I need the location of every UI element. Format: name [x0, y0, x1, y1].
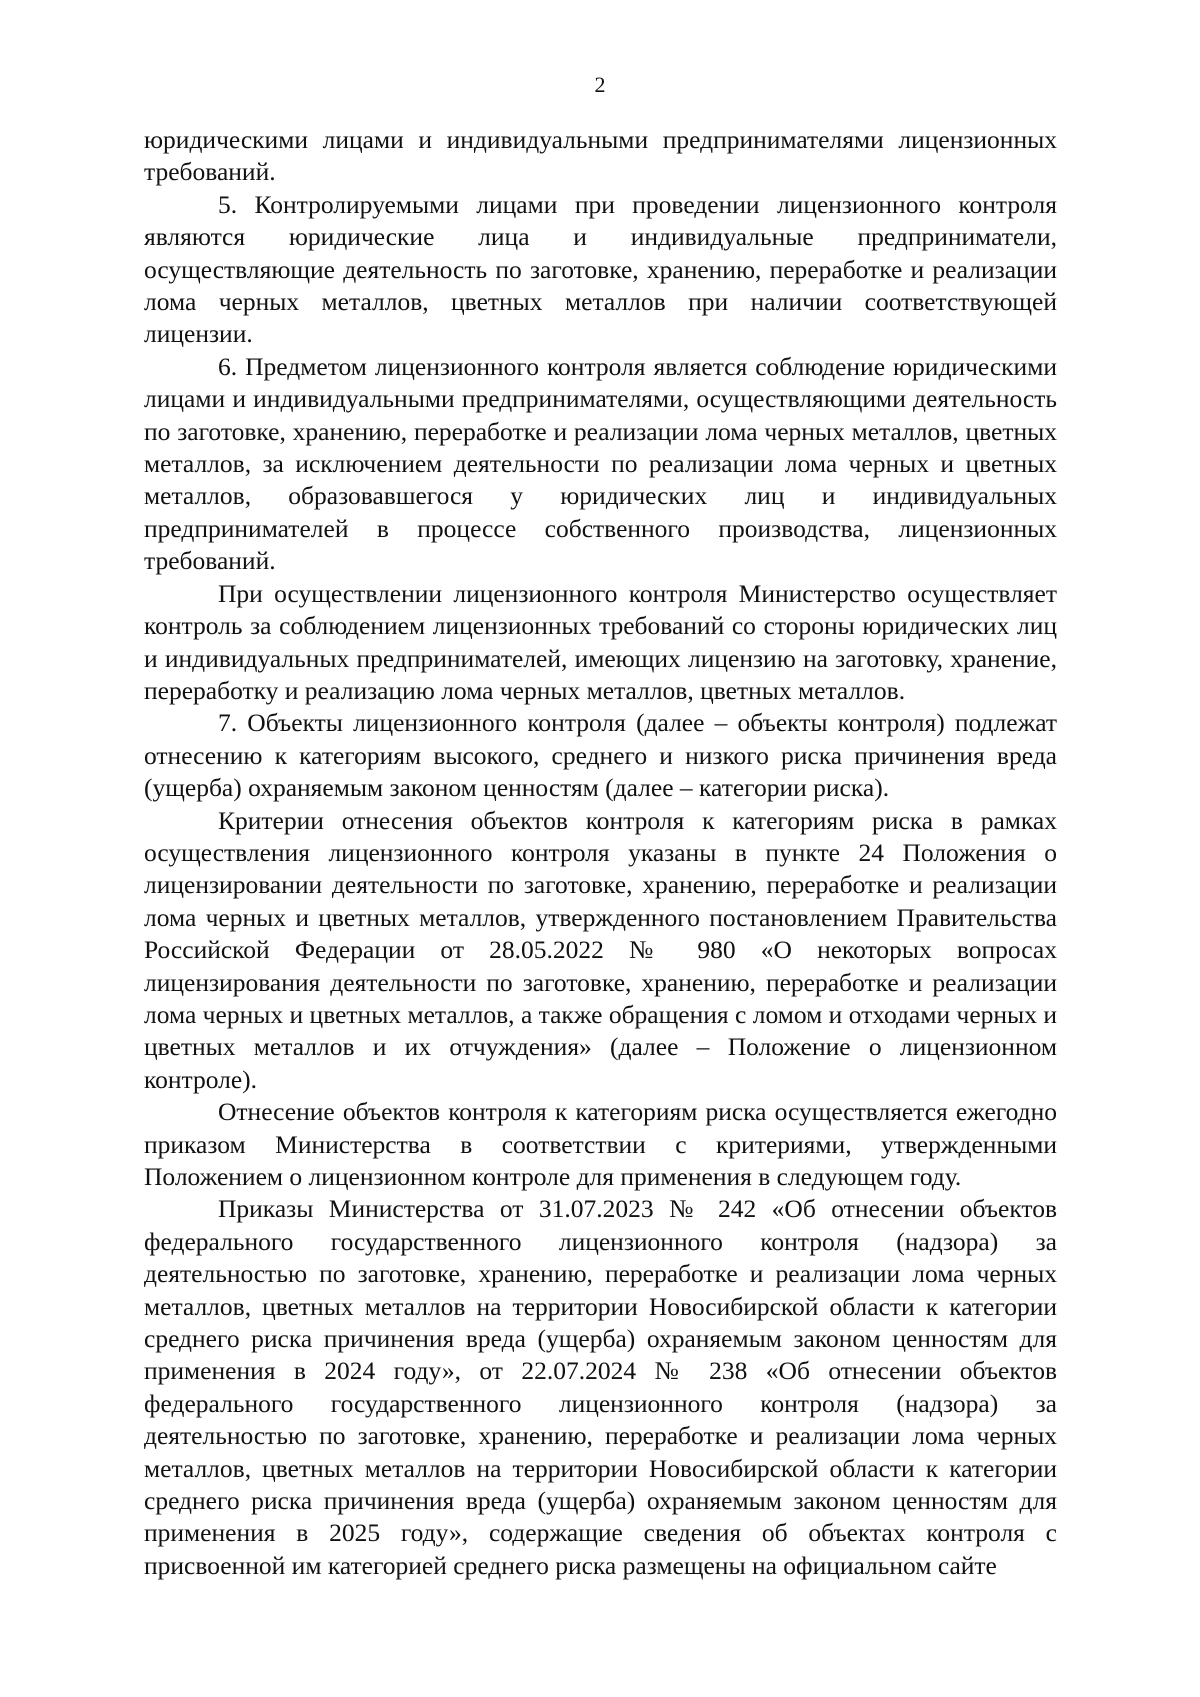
- paragraph-risk-assignment: Отнесение объектов контроля к категориям риска осуществляется ежегодно приказом Министерства в соответствии с критериями, утвержденными Положением о лицензионном контроле для применения в следующем году.: [144, 1097, 1057, 1191]
- document-body: [144, 124, 1057, 1582]
- page-number: 2: [594, 72, 606, 97]
- paragraph-continuation: юридическими лицами и индивидуальными предпринимателями лицензионных требований.: [144, 125, 1057, 187]
- paragraph-licensing-control: При осуществлении лицензионного контроля Министерство осуществляет контроль за соблюдением лицензионных требований со стороны юридических лиц и индивидуальных предпринимателей, имеющих лицензию на заготовку, хранение, переработку и реализацию лома черных металлов, цветных металлов.: [144, 578, 1057, 705]
- paragraph-item-6: 6. Предметом лицензионного контроля является соблюдение юридическими лицами и индивидуальными предпринимателями, осуществляющими деятельность по заготовке, хранению, переработке и реализации лома черных металлов, цветных металлов, за исключением деятельности по реализации лома черных и цветных металлов, образовавшегося у юридических лиц и индивидуальных предпринимателей в процессе собственного производства, лицензионных требований.: [144, 351, 1057, 576]
- paragraph-risk-criteria: Критерии отнесения объектов контроля к категориям риска в рамках осуществления лицензионного контроля указаны в пункте 24 Положения о лицензировании деятельности по заготовке, хранению, переработке и реализации лома черных и цветных металлов, утвержденного постановлением Правительства Российской Федерации от 28.05.2022 № 980 «О некоторых вопросах лицензирования деятельности по заготовке, хранению, переработке и реализации лома черных и цветных металлов, а также обращения с ломом и отходами черных и цветных металлов и их отчуждения» (далее – Положение о лицензионном контроле).: [144, 805, 1057, 1094]
- paragraph-item-5: 5. Контролируемыми лицами при проведении лицензионного контроля являются юридические лица и индивидуальные предприниматели, осуществляющие деятельность по заготовке, хранению, переработке и реализации лома черных металлов, цветных металлов при наличии соответствующей лицензии.: [144, 189, 1057, 349]
- paragraph-ministry-orders: Приказы Министерства от 31.07.2023 № 242 «Об отнесении объектов федерального государственного лицензионного контроля (надзора) за деятельностью по заготовке, хранению, переработке и реализации лома черных металлов, цветных металлов на территории Новосибирской области к категории среднего риска причинения вреда (ущерба) охраняемым законом ценностям для применения в 2024 году», от 22.07.2024 № 238 «Об отнесении объектов федерального государственного лицензионного контроля (надзора) за деятельностью по заготовке, хранению, переработке и реализации лома черных металлов, цветных металлов на территории Новосибирской области к категории среднего риска причинения вреда (ущерба) охраняемым законом ценностям для применения в 2025 году», содержащие сведения об объектах контроля с присвоенной им категорией среднего риска размещены на официальном сайте: [144, 1194, 1057, 1580]
- paragraph-item-7: 7. Объекты лицензионного контроля (далее – объекты контроля) подлежат отнесению к категориям высокого, среднего и низкого риска причинения вреда (ущерба) охраняемым законом ценностям (далее – категории риска).: [144, 708, 1057, 803]
